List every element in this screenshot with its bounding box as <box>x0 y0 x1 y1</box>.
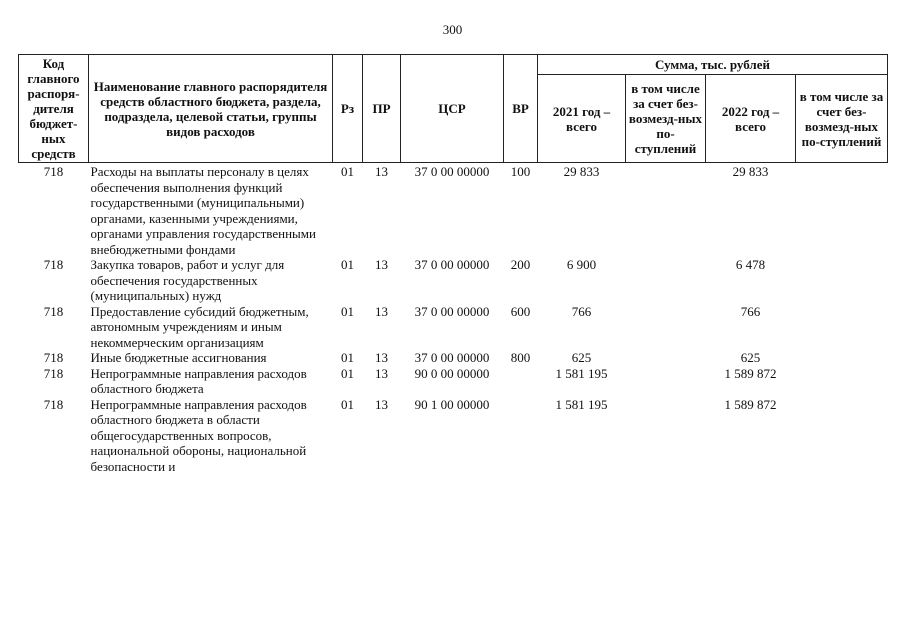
cell-vr: 200 <box>510 257 531 272</box>
cell-name: Закупка товаров, работ и услуг для обеспечения государственных (муниципальных) нужд <box>90 257 285 303</box>
cell-2021-total: 1 581 195 <box>555 365 608 381</box>
cell-2021-free <box>626 366 706 397</box>
cell-vr: 600 <box>510 303 531 319</box>
cell-csr: 37 0 00 00000 <box>414 303 490 319</box>
table-row <box>19 366 888 397</box>
cell-code: 718 <box>43 303 64 319</box>
table-row <box>19 163 888 258</box>
header-rz: Рз <box>333 55 363 163</box>
cell-vr <box>504 366 538 397</box>
cell-rz: 01 <box>341 350 354 365</box>
header-2021-free: в том числе за счет без-возмезд-ных по-ступлений <box>626 75 706 163</box>
cell-name: Предоставление субсидий бюджетным, автономным учреждениям и иным некоммерческим организациям <box>90 303 309 350</box>
cell-rz: 01 <box>341 365 354 381</box>
cell-name: Расходы на выплаты персоналу в целях обеспечения выполнения функций государственными (муниципальными) органами, казенными учреждениями, органами управления государственными внебюджетными фондами <box>90 164 316 257</box>
header-2021-total: 2021 год – всего <box>538 75 626 163</box>
cell-2022-total: 766 <box>740 303 761 319</box>
cell-2021-total: 29 833 <box>563 164 600 179</box>
table-row <box>19 350 888 366</box>
header-pr: ПР <box>363 55 401 163</box>
table-row <box>19 257 888 304</box>
cell-vr: 100 <box>510 164 531 179</box>
cell-csr: 37 0 00 00000 <box>414 164 490 179</box>
table-row <box>19 304 888 351</box>
page-number: 300 <box>442 22 463 37</box>
cell-2022-total: 29 833 <box>732 164 769 179</box>
header-csr: ЦСР <box>401 55 504 163</box>
cell-2022-total: 1 589 872 <box>724 365 777 381</box>
cell-2022-total: 625 <box>740 350 761 365</box>
cell-csr: 37 0 00 00000 <box>414 350 490 365</box>
cell-vr: 800 <box>510 350 531 365</box>
cell-name: Непрограммные направления расходов областного бюджета в области общегосударственных вопросов, национальной обороны, национальной безопасности и <box>90 396 307 474</box>
cell-2022-free <box>796 257 888 304</box>
cell-name: Непрограммные направления расходов областного бюджета <box>90 365 307 396</box>
cell-2022-free <box>796 350 888 366</box>
cell-code: 718 <box>43 365 64 381</box>
cell-csr: 90 0 00 00000 <box>414 365 490 381</box>
cell-2021-free <box>626 350 706 366</box>
cell-2022-free <box>796 397 888 475</box>
cell-2021-free <box>626 304 706 351</box>
table-body <box>19 163 888 475</box>
cell-rz: 01 <box>341 396 354 412</box>
cell-2021-free <box>626 163 706 258</box>
cell-rz: 01 <box>341 303 354 319</box>
cell-2021-total: 766 <box>571 303 592 319</box>
cell-code: 718 <box>43 350 64 365</box>
budget-table <box>18 54 888 474</box>
header-code: Код главного распоря-дителя бюджет-ных средств <box>19 55 89 163</box>
cell-code: 718 <box>43 257 64 272</box>
cell-rz: 01 <box>341 164 354 179</box>
cell-2021-total: 6 900 <box>566 257 597 272</box>
cell-2021-total: 1 581 195 <box>555 396 608 412</box>
cell-code: 718 <box>43 164 64 179</box>
cell-2022-total: 1 589 872 <box>724 396 777 412</box>
table-row <box>19 397 888 475</box>
cell-pr: 13 <box>375 303 388 319</box>
header-2022-free: в том числе за счет без-возмезд-ных по-ступлений <box>796 75 888 163</box>
cell-csr: 90 1 00 00000 <box>414 396 490 412</box>
cell-2022-free <box>796 366 888 397</box>
header-vr: ВР <box>504 55 538 163</box>
cell-pr: 13 <box>375 396 388 412</box>
cell-2022-total: 6 478 <box>735 257 766 272</box>
cell-pr: 13 <box>375 350 388 365</box>
cell-pr: 13 <box>375 365 388 381</box>
cell-pr: 13 <box>375 257 388 272</box>
cell-name: Иные бюджетные ассигнования <box>90 350 267 365</box>
cell-code: 718 <box>43 396 64 412</box>
header-2022-total: 2022 год – всего <box>706 75 796 163</box>
header-sum: Сумма, тыс. рублей <box>538 55 888 75</box>
cell-pr: 13 <box>375 164 388 179</box>
cell-2022-free <box>796 163 888 258</box>
header-name: Наименование главного распорядителя средств областного бюджета, раздела, подраздела, целевой статьи, группы видов расходов <box>89 55 333 163</box>
cell-2022-free <box>796 304 888 351</box>
cell-2021-total: 625 <box>571 350 592 365</box>
cell-2021-free <box>626 257 706 304</box>
table-header <box>19 55 888 163</box>
cell-2021-free <box>626 397 706 475</box>
cell-rz: 01 <box>341 257 354 272</box>
cell-csr: 37 0 00 00000 <box>414 257 490 272</box>
cell-vr <box>504 397 538 475</box>
